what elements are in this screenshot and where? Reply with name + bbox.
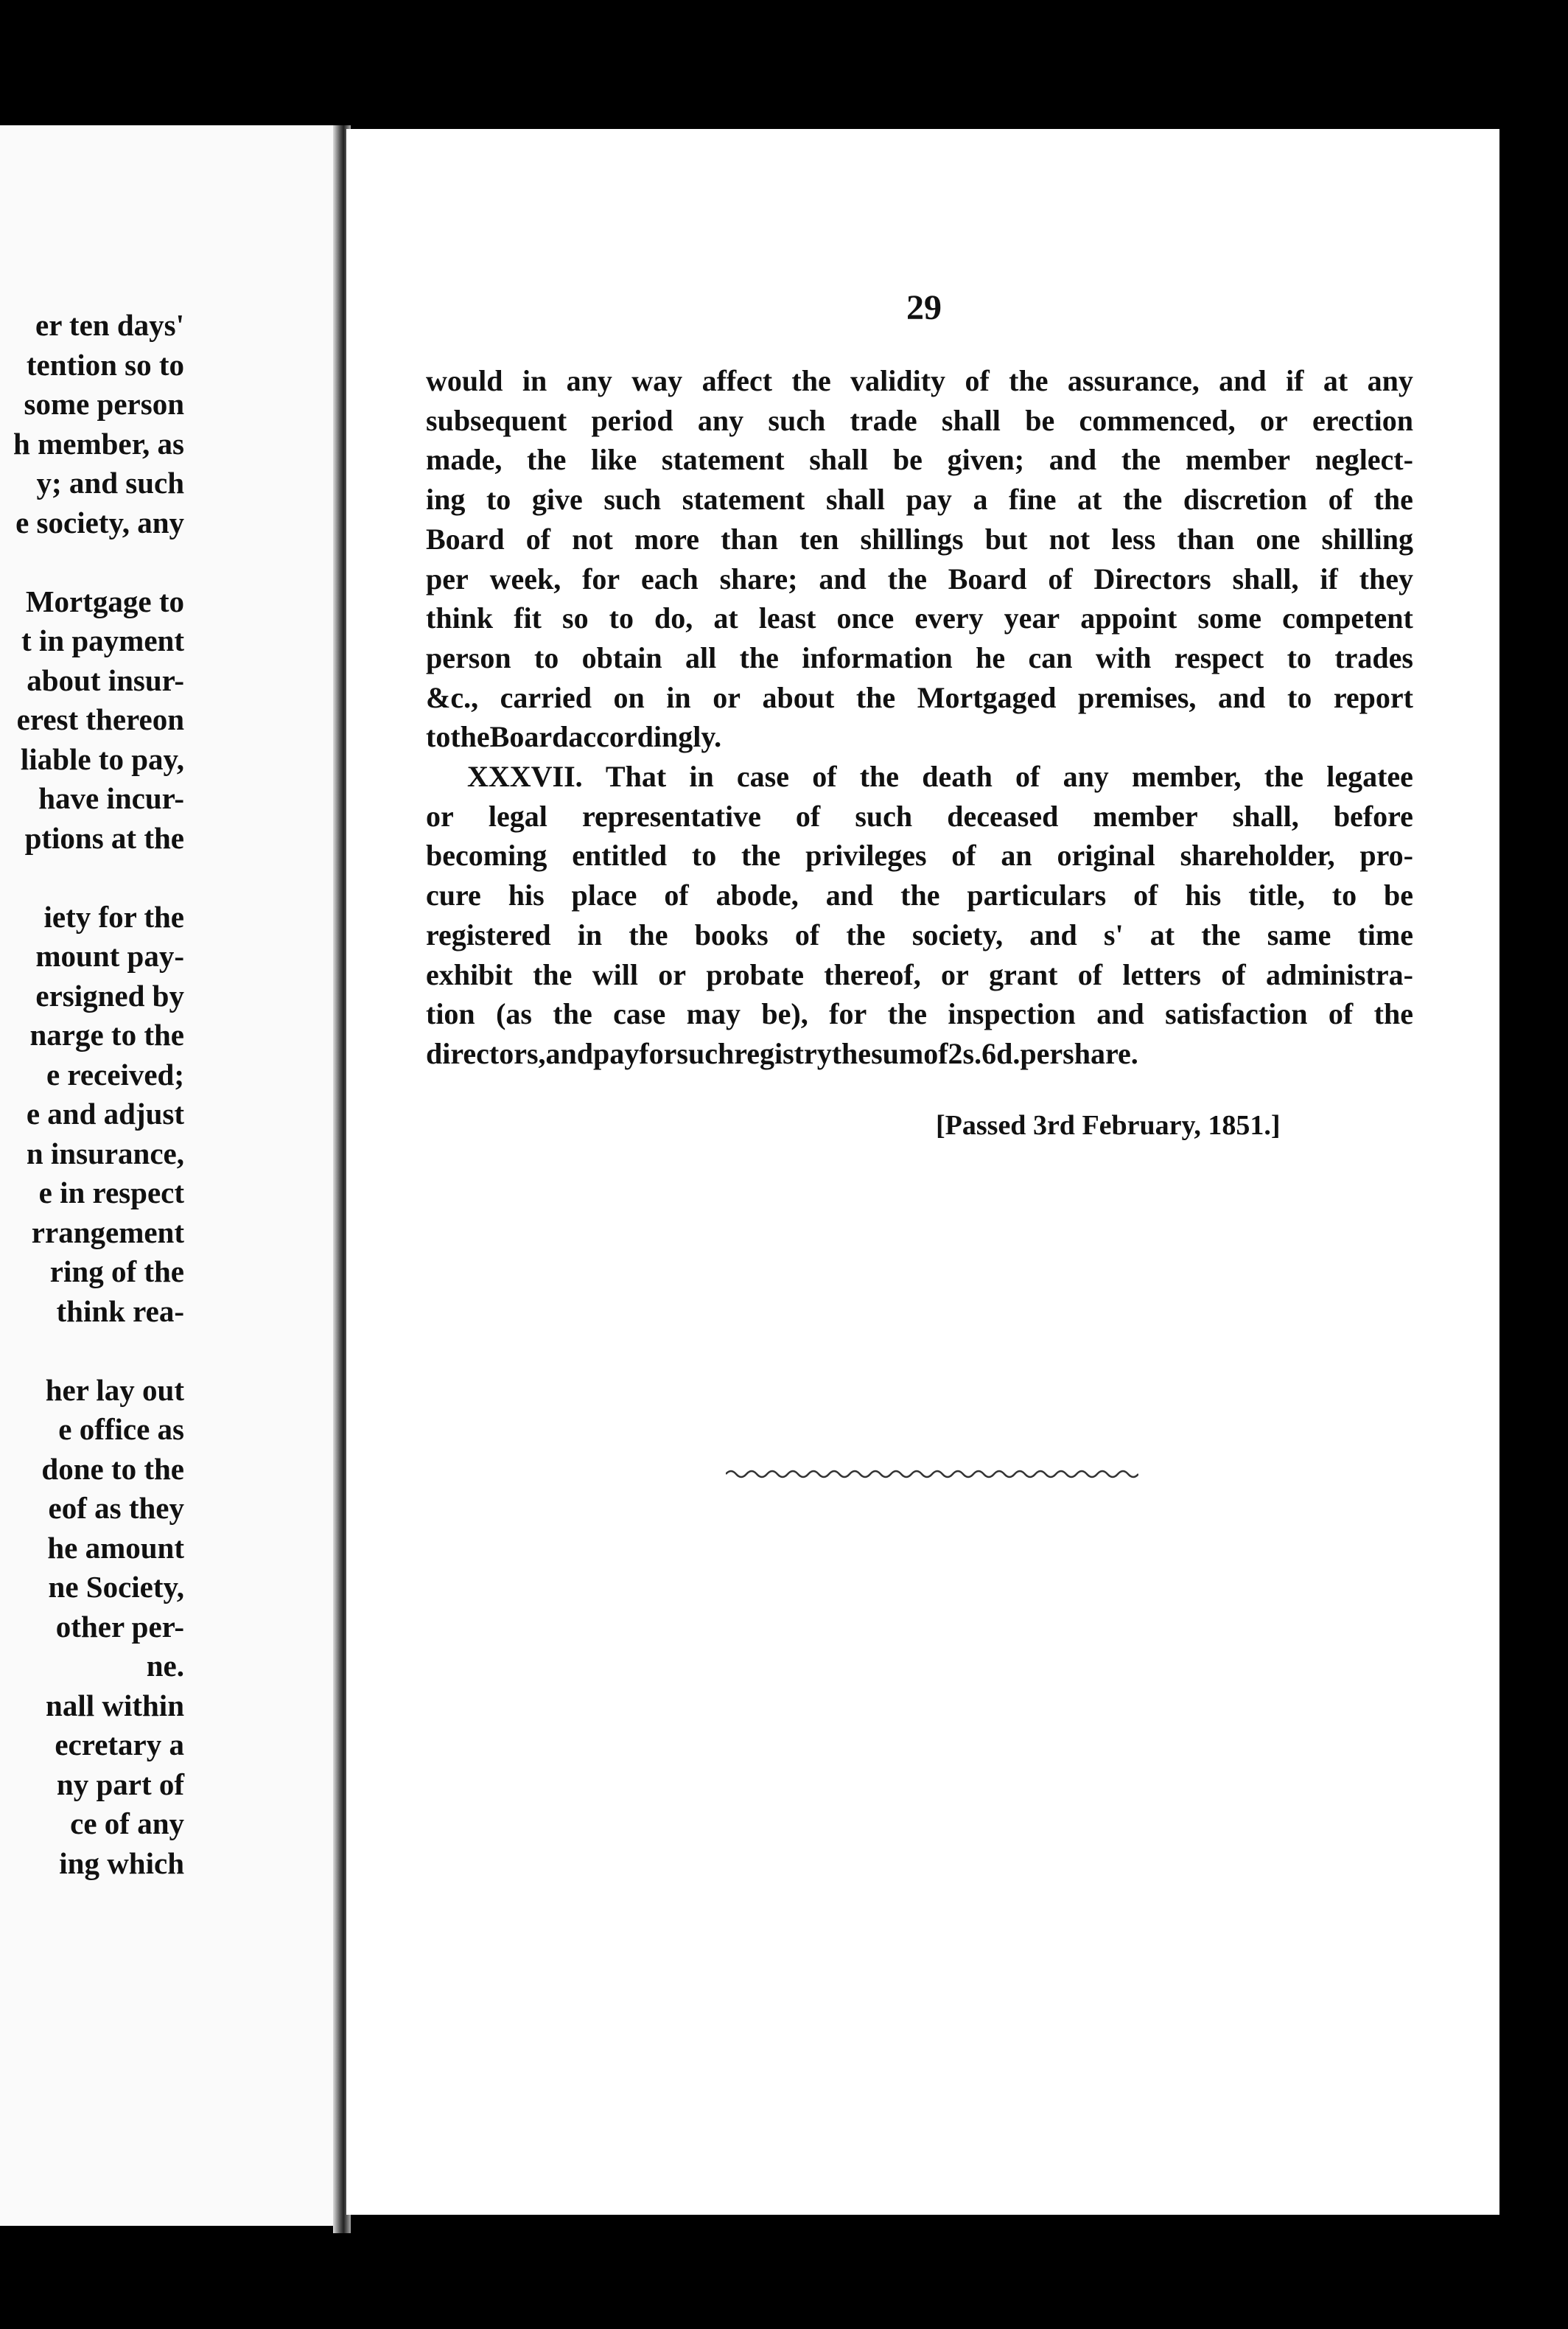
text-line: tion (as the case may be), for the inspection and satisfaction of the (426, 997, 1413, 1031)
text-line: directors, and pay for such registry the sum of 2s. 6d. per share. (426, 1036, 1138, 1070)
left-page-line: nall within (46, 1688, 184, 1722)
left-page-line: h member, as (13, 426, 184, 461)
text-line: &c., carried on in or about the Mortgaged premises, and to report (426, 680, 1413, 714)
left-page-line: e received; (46, 1057, 184, 1092)
left-page-line: some person (24, 387, 184, 421)
left-page-line: e society, any (15, 505, 184, 540)
paragraph-gap (0, 1331, 184, 1371)
left-page-line: e and adjust (26, 1097, 184, 1131)
text-line: would in any way affect the validity of the assurance, and if at any (426, 364, 1413, 397)
text-line: subsequent period any such trade shall be commenced, or erection (426, 403, 1413, 437)
left-page-text (0, 306, 184, 1883)
text-line: to the Board accordingly. (426, 720, 722, 754)
page-number: 29 (906, 288, 942, 327)
text-line: cure his place of abode, and the particulars of his title, to be (426, 879, 1413, 912)
left-page-line: ing which (59, 1846, 184, 1880)
text-line: or legal representative of such deceased member shall, before (426, 799, 1413, 833)
left-page-line: ersigned by (35, 978, 184, 1013)
text-line: per week, for each share; and the Board of Directors shall, if they (426, 562, 1413, 596)
left-page-line: e in respect (38, 1176, 184, 1209)
left-page-line: y; and such (36, 466, 184, 500)
left-page-line: ne Society, (48, 1570, 184, 1604)
left-page-line: rrangement (31, 1215, 184, 1249)
text-line: becoming entitled to the privileges of an original shareholder, pro- (426, 839, 1413, 873)
left-page-line: ptions at the (24, 820, 184, 855)
text-line: ing to give such statement shall pay a fine at the discretion of the (426, 483, 1413, 517)
text-line: Board of not more than ten shillings but not less than one shilling (426, 522, 1413, 556)
left-page-line: mount pay- (35, 939, 184, 973)
text-line: person to obtain all the information he can with respect to trades (426, 640, 1413, 674)
left-page-line: done to the (41, 1451, 184, 1486)
text-line: made, the like statement shall be given; and the member neglect- (426, 443, 1413, 477)
left-page-line: eof as they (48, 1491, 184, 1525)
paragraph-xxxvii (426, 757, 1413, 1074)
left-page-line: other per- (55, 1609, 184, 1644)
paragraph-xxxvi-end (426, 361, 1413, 757)
left-page-line: about insur- (27, 663, 184, 697)
left-page-line: ring of the (49, 1254, 184, 1288)
left-page-line: ecretary a (55, 1728, 184, 1761)
left-page-line: have incur- (38, 781, 184, 815)
text-line: think fit so to do, at least once every year appoint some competent (426, 601, 1413, 635)
left-page-line: erest thereon (16, 702, 184, 736)
left-page-line: iety for the (43, 899, 184, 934)
left-page (0, 125, 339, 2226)
left-page-line: Mortgage to (25, 584, 184, 618)
passed-date: [Passed 3rd February, 1851.] (936, 1110, 1281, 1141)
left-page-line: n insurance, (26, 1136, 184, 1170)
text-line: exhibit the will or probate thereof, or grant of letters of administra- (426, 957, 1413, 991)
left-page-line: er ten days' (35, 308, 184, 342)
left-page-line: her lay out (45, 1372, 184, 1407)
left-page-line: narge to the (29, 1018, 184, 1052)
left-page-line: ne. (146, 1649, 184, 1683)
left-page-line: ce of any (70, 1806, 184, 1840)
paragraph-gap (0, 542, 184, 582)
left-page-line: t in payment (21, 624, 184, 657)
left-page-line: he amount (47, 1530, 184, 1565)
left-page-line: think rea- (56, 1293, 184, 1328)
body-text (426, 361, 1413, 1074)
paragraph-gap (0, 858, 184, 898)
left-page-line: liable to pay, (20, 741, 184, 776)
text-line: XXXVII. That in case of the death of any member, the legatee (467, 760, 1413, 794)
left-page-line: e office as (58, 1412, 184, 1446)
text-line: registered in the books of the society, and s' at the same time (426, 918, 1413, 951)
decorative-rule (726, 1467, 1138, 1481)
left-page-line: tention so to (26, 347, 184, 382)
left-page-line: ny part of (56, 1767, 184, 1801)
